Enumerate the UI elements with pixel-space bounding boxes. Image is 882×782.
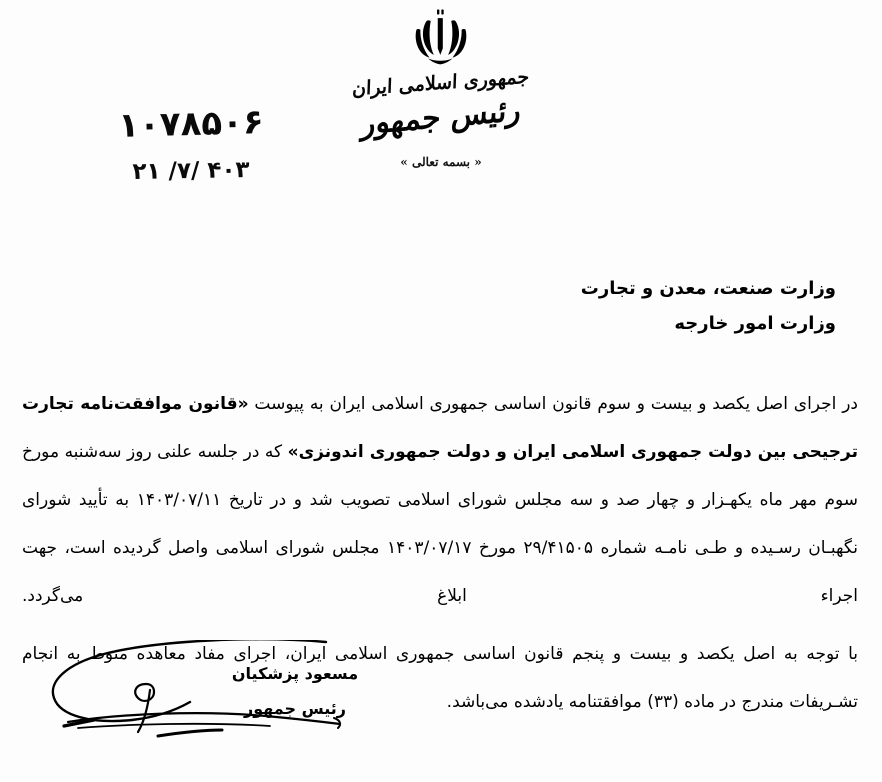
paragraph-1-tail: که در جلسه علنی روز سه‌شنبه مورخ سوم مهر ماه یکهـزار و چهار صد و سه مجلس شورای اسلامی تصویب شد و در تاریخ ۱۴۰۳/۰۷/۱۱ به تأیید شورای نگهبـان رسـیده و طـی نامـه شماره ۲۹/۴۱۵۰۵ مورخ ۱۴۰۳/۰۷/۱۷ مجلس شورای اسلامی واصل گردیده است، جهت اجراء ابلاغ می‌گردد. [22, 442, 858, 606]
body-paragraph-1 [22, 380, 858, 620]
registration-block [96, 104, 286, 184]
addressee-ministry-foreign-affairs: وزارت امور خارجه [674, 313, 836, 334]
iran-national-emblem [404, 8, 478, 70]
law-title: «قانون موافقت‌نامه تجارت ترجیحی بین دولت جمهوری اسلامی ایران و دولت جمهوری اندونزی» [22, 394, 858, 462]
paragraph-1-lead: در اجرای اصل یکصد و بیست و سوم قانون اساسی جمهوری اسلامی ایران به پیوست [248, 394, 859, 414]
basmala: « بسمه تعالی » [400, 155, 482, 169]
addressee-ministry-industry: وزارت صنعت، معدن و تجارت [580, 278, 836, 299]
addressee-list [581, 278, 836, 348]
letterhead-office-line: رئیس جمهور [360, 92, 522, 143]
signer-title: رئیس جمهور [244, 699, 346, 718]
body-paragraph-2: با توجه به اصل یکصد و بیست و پنجم قانون اساسی جمهوری اسلامی ایران، اجرای مفاد معاهده منوط به انجام تشـریفات مندرج در ماده (۳۳) موافقتنامه یادشده می‌باشد. [22, 644, 858, 712]
signer-name: مسعود پزشکیان [231, 664, 359, 683]
signature-names [210, 664, 380, 718]
signature-block [0, 640, 882, 760]
registration-date: ۴۰۳ /۷/ ۲۱ [132, 156, 250, 186]
registration-number: ۱۰۷۸۵۰۶ [117, 102, 265, 146]
letterhead-republic-line: جمهوری اسلامی ایران [352, 65, 530, 101]
